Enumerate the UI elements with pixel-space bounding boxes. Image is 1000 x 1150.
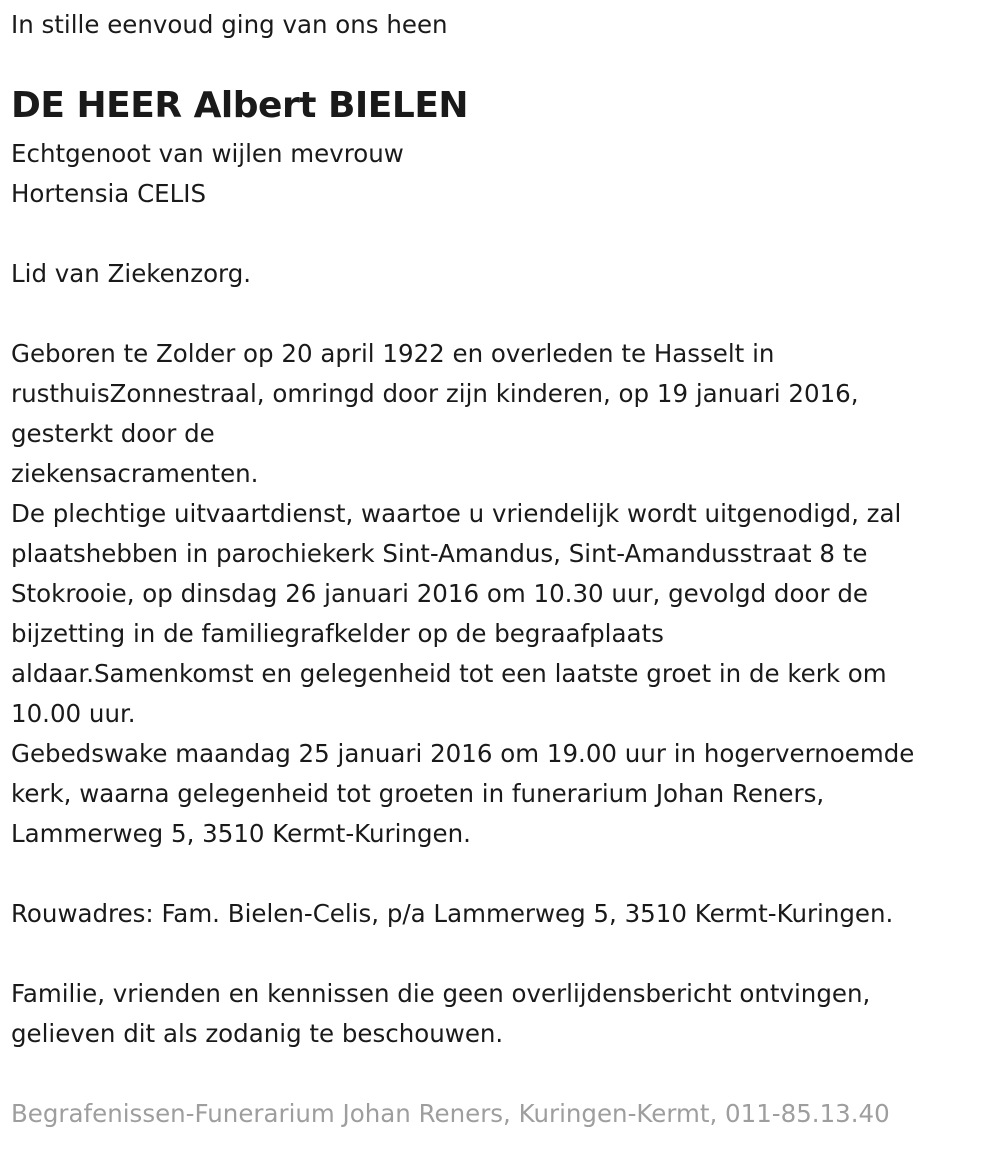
spouse-line: Hortensia CELIS <box>11 179 207 208</box>
details-line: aldaar.Samenkomst en gelegenheid tot een laatste groet in de kerk om <box>11 659 887 688</box>
details-line: ziekensacramenten. <box>11 459 259 488</box>
funeral-home-footer: Begrafenissen-Funerarium Johan Reners, Kuringen-Kermt, 011-85.13.40 <box>11 1099 890 1128</box>
details-line: bijzetting in de familiegrafkelder op de begraafplaats <box>11 619 664 648</box>
details-line: kerk, waarna gelegenheid tot groeten in funerarium Johan Reners, <box>11 779 825 808</box>
details-line: De plechtige uitvaartdienst, waartoe u vriendelijk wordt uitgenodigd, zal <box>11 499 902 528</box>
membership-text: Lid van Ziekenzorg. <box>11 259 252 288</box>
deceased-name: DE HEER Albert BIELEN <box>11 85 469 126</box>
family-line: gelieven dit als zodanig te beschouwen. <box>11 1019 504 1048</box>
spouse-section <box>11 134 404 214</box>
family-section <box>11 974 870 1054</box>
details-line: rusthuisZonnestraal, omringd door zijn kinderen, op 19 januari 2016, <box>11 379 859 408</box>
details-line: plaatshebben in parochiekerk Sint-Amandus, Sint-Amandusstraat 8 te <box>11 539 868 568</box>
details-line: Stokrooie, op dinsdag 26 januari 2016 om 10.30 uur, gevolgd door de <box>11 579 868 608</box>
membership-section <box>11 254 251 294</box>
mourning-address: Rouwadres: Fam. Bielen-Celis, p/a Lammerweg 5, 3510 Kermt-Kuringen. <box>11 899 894 928</box>
details-line: gesterkt door de <box>11 419 215 448</box>
details-line: 10.00 uur. <box>11 699 136 728</box>
family-line: Familie, vrienden en kennissen die geen overlijdensbericht ontvingen, <box>11 979 871 1008</box>
intro-text: In stille eenvoud ging van ons heen <box>11 10 448 39</box>
spouse-line: Echtgenoot van wijlen mevrouw <box>11 139 404 168</box>
details-line: Gebedswake maandag 25 januari 2016 om 19.00 uur in hogervernoemde <box>11 739 915 768</box>
details-line: Geboren te Zolder op 20 april 1922 en overleden te Hasselt in <box>11 339 775 368</box>
mourning-address-section <box>11 894 893 934</box>
details-section <box>11 334 914 854</box>
details-line: Lammerweg 5, 3510 Kermt-Kuringen. <box>11 819 471 848</box>
